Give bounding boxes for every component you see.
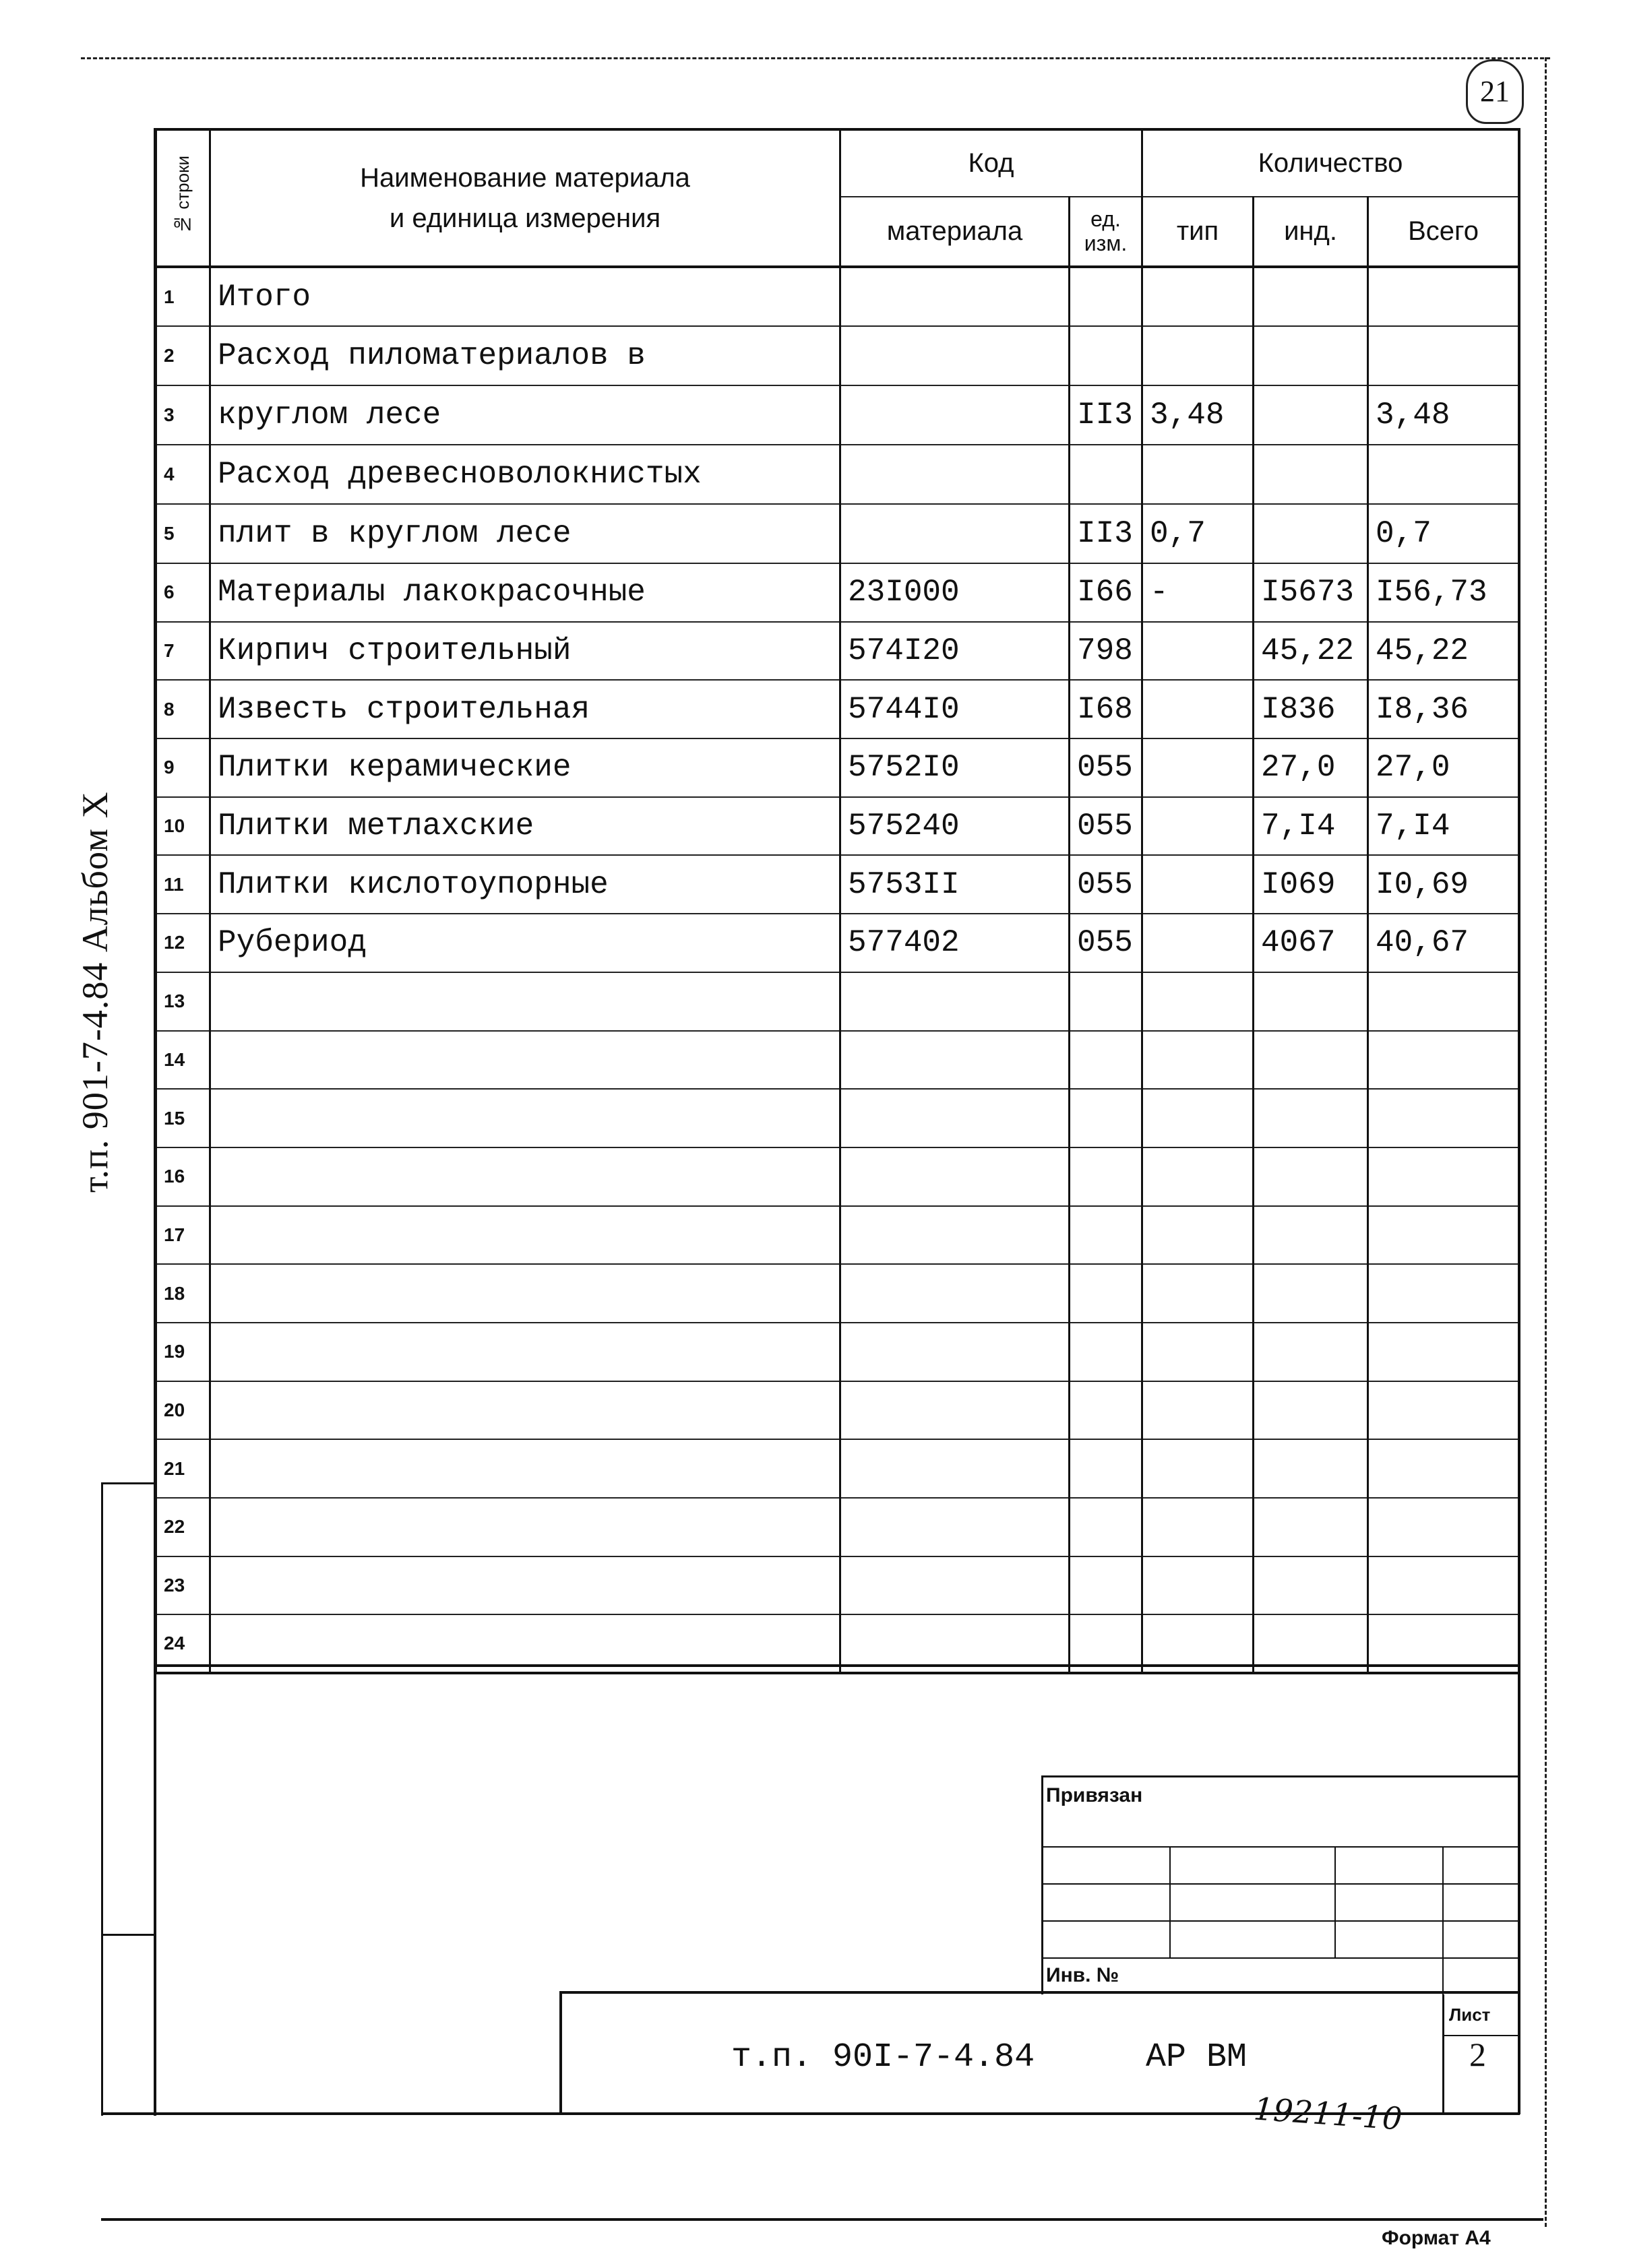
row-name [210,1498,840,1556]
top-border-line [81,57,1550,59]
row-number: 13 [156,972,210,1031]
row-name [210,1147,840,1206]
row-qty-type [1142,914,1254,972]
row-name [210,1031,840,1090]
row-code [840,1556,1070,1615]
stamp-col-3 [1442,1846,1444,1994]
row-qty-ind [1254,1498,1368,1556]
row-name [210,1089,840,1147]
left-binding-line-top [101,1482,155,1484]
row-code [840,267,1070,326]
table-row [156,1381,1519,1440]
row-qty-ind: 45,22 [1254,622,1368,681]
row-number: 21 [156,1439,210,1498]
stamp-top-line [155,1664,1520,1667]
row-code: 5752I0 [840,738,1070,797]
row-unit [1070,326,1142,385]
row-code: 577402 [840,914,1070,972]
row-unit [1070,1264,1142,1323]
row-name: Рубериод [210,914,840,972]
table-row [156,738,1519,797]
row-qty-ind [1254,972,1368,1031]
stamp-box-left [1041,1775,1043,1994]
row-qty-type [1142,1147,1254,1206]
row-name [210,1439,840,1498]
row-code [840,1206,1070,1265]
row-qty-total [1368,972,1519,1031]
side-album-label: т.п. 901-7-4.84 Альбом X [75,791,115,1193]
row-code [840,445,1070,504]
row-unit: II3 [1070,385,1142,445]
row-name: круглом лесе [210,385,840,445]
row-code [840,385,1070,445]
row-qty-total: I8,36 [1368,680,1519,738]
row-name [210,1264,840,1323]
row-number: 3 [156,385,210,445]
row-qty-ind [1254,445,1368,504]
row-name: плит в круглом лесе [210,504,840,563]
row-name [210,972,840,1031]
row-code [840,1439,1070,1498]
row-number: 19 [156,1323,210,1381]
row-code [840,1264,1070,1323]
row-qty-type: 0,7 [1142,504,1254,563]
row-qty-type [1142,267,1254,326]
row-unit [1070,1439,1142,1498]
row-qty-ind [1254,1439,1368,1498]
row-code: 5753II [840,855,1070,914]
table-row [156,563,1519,622]
row-qty-type [1142,972,1254,1031]
row-qty-total [1368,1147,1519,1206]
row-unit [1070,1147,1142,1206]
row-qty-total: 3,48 [1368,385,1519,445]
row-unit: II3 [1070,504,1142,563]
header-qty-group: Количество [1142,129,1519,197]
table-row [156,1439,1519,1498]
row-qty-total [1368,1031,1519,1090]
row-qty-ind: 7,I4 [1254,797,1368,856]
stamp-row-3 [1041,1920,1520,1922]
row-unit [1070,445,1142,504]
row-unit [1070,1498,1142,1556]
row-qty-total [1368,267,1519,326]
row-qty-type [1142,1323,1254,1381]
row-qty-type [1142,1264,1254,1323]
row-unit [1070,972,1142,1031]
row-qty-total: 0,7 [1368,504,1519,563]
header-name: Наименование материала и единица измерения [210,129,840,267]
row-unit: 055 [1070,797,1142,856]
row-code: 575240 [840,797,1070,856]
row-number: 24 [156,1614,210,1673]
row-name: Материалы лакокрасочные [210,563,840,622]
row-code: 23I000 [840,563,1070,622]
row-number: 17 [156,1206,210,1265]
row-qty-type [1142,1206,1254,1265]
row-number: 12 [156,914,210,972]
row-qty-total [1368,1206,1519,1265]
row-unit [1070,267,1142,326]
row-qty-ind [1254,504,1368,563]
row-name: Плитки кислотоупорные [210,855,840,914]
row-name: Плитки метлахские [210,797,840,856]
row-qty-type [1142,855,1254,914]
row-qty-total: 7,I4 [1368,797,1519,856]
row-number: 4 [156,445,210,504]
row-qty-type [1142,445,1254,504]
stamp-right-edge [1518,128,1520,2114]
row-qty-total [1368,1381,1519,1440]
table-row [156,1031,1519,1090]
row-qty-ind: I069 [1254,855,1368,914]
row-number: 6 [156,563,210,622]
row-qty-ind [1254,1031,1368,1090]
table-row [156,385,1519,445]
table-row [156,445,1519,504]
bottom-border-line [101,2218,1543,2221]
row-code [840,1498,1070,1556]
table-row [156,1498,1519,1556]
stamp-title-top [559,1991,1520,1994]
table-row [156,680,1519,738]
row-qty-total: 27,0 [1368,738,1519,797]
row-qty-total: I0,69 [1368,855,1519,914]
row-code [840,1381,1070,1440]
row-qty-ind [1254,267,1368,326]
header-qty-ind: инд. [1254,197,1368,267]
row-qty-ind [1254,1264,1368,1323]
row-qty-ind [1254,1323,1368,1381]
row-unit: I66 [1070,563,1142,622]
row-qty-total [1368,1439,1519,1498]
row-qty-total [1368,1264,1519,1323]
row-qty-total [1368,1323,1519,1381]
sheet-cell-left [1442,1994,1444,2112]
row-unit [1070,1556,1142,1615]
row-qty-ind: 4067 [1254,914,1368,972]
row-qty-ind [1254,1556,1368,1615]
row-code [840,1089,1070,1147]
row-number: 15 [156,1089,210,1147]
stamp-sheet-number: 2 [1469,2036,1486,2073]
row-unit [1070,1089,1142,1147]
header-qty-total: Всего [1368,197,1519,267]
row-name [210,1556,840,1615]
row-qty-ind [1254,1381,1368,1440]
row-name: Кирпич строительный [210,622,840,681]
row-qty-ind: 27,0 [1254,738,1368,797]
row-number: 18 [156,1264,210,1323]
row-number: 23 [156,1556,210,1615]
row-unit [1070,1206,1142,1265]
row-number: 11 [156,855,210,914]
row-name [210,1323,840,1381]
row-name: Плитки керамические [210,738,840,797]
table-row [156,1264,1519,1323]
table-row [156,622,1519,681]
row-qty-total [1368,445,1519,504]
row-qty-ind: I836 [1254,680,1368,738]
handwritten-note: 19211-10 [1252,2090,1404,2137]
row-unit: 055 [1070,914,1142,972]
row-number: 1 [156,267,210,326]
row-number: 10 [156,797,210,856]
table-row [156,267,1519,326]
stamp-sheet-label: Лист [1449,2005,1491,2025]
row-qty-type [1142,1439,1254,1498]
stamp-title-left [559,1991,562,2112]
row-code: 574I20 [840,622,1070,681]
row-name [210,1381,840,1440]
row-qty-total: I56,73 [1368,563,1519,622]
row-qty-ind [1254,1089,1368,1147]
row-unit [1070,1323,1142,1381]
page-number-badge: 21 [1466,59,1524,124]
row-qty-ind: I5673 [1254,563,1368,622]
row-name: Итого [210,267,840,326]
row-number: 2 [156,326,210,385]
row-qty-ind [1254,326,1368,385]
row-code [840,1031,1070,1090]
row-qty-type [1142,797,1254,856]
stamp-document-code: АР ВМ [1146,2038,1248,2077]
row-name: Расход пиломатериалов в [210,326,840,385]
row-qty-total [1368,1498,1519,1556]
row-code [840,1323,1070,1381]
row-name: Известь строительная [210,680,840,738]
row-number: 16 [156,1147,210,1206]
row-qty-type: - [1142,563,1254,622]
left-binding-edge [101,1482,103,2116]
right-border-line [1545,57,1547,2227]
row-name [210,1206,840,1265]
format-label: Формат А4 [1382,2227,1491,2249]
row-qty-type [1142,738,1254,797]
row-qty-type [1142,1031,1254,1090]
stamp-row-4 [1041,1957,1520,1959]
left-binding-line-bottom [101,1934,155,1936]
row-code [840,972,1070,1031]
stamp-box-top [1041,1775,1520,1777]
row-qty-type [1142,1381,1254,1440]
row-number: 8 [156,680,210,738]
row-number: 22 [156,1498,210,1556]
row-qty-type: 3,48 [1142,385,1254,445]
stamp-row-1 [1041,1846,1520,1848]
row-qty-ind [1254,385,1368,445]
header-code-unit: ед. изм. [1070,197,1142,267]
materials-spec-table [155,128,1520,1674]
stamp-col-2 [1334,1846,1336,1957]
table-row [156,1323,1519,1381]
table-row [156,504,1519,563]
row-qty-type [1142,1498,1254,1556]
row-unit [1070,1381,1142,1440]
table-row [156,1089,1519,1147]
table-row [156,855,1519,914]
table-row [156,972,1519,1031]
row-code [840,504,1070,563]
stamp-col-1 [1169,1846,1171,1957]
row-unit [1070,1031,1142,1090]
row-number: 20 [156,1381,210,1440]
row-qty-total: 45,22 [1368,622,1519,681]
row-unit: 055 [1070,855,1142,914]
stamp-row-2 [1041,1883,1520,1885]
row-unit: I68 [1070,680,1142,738]
row-number: 5 [156,504,210,563]
row-qty-type [1142,1556,1254,1615]
table-row [156,797,1519,856]
row-qty-total [1368,326,1519,385]
table-row [156,326,1519,385]
row-qty-type [1142,622,1254,681]
row-qty-ind [1254,1206,1368,1265]
row-qty-total: 40,67 [1368,914,1519,972]
row-unit: 798 [1070,622,1142,681]
stamp-inv-no-label: Инв. № [1046,1964,1119,1986]
row-code [840,1147,1070,1206]
row-qty-type [1142,680,1254,738]
row-code: 5744I0 [840,680,1070,738]
header-code-group: Код [840,129,1142,197]
table-row [156,1147,1519,1206]
table-row [156,1556,1519,1615]
row-qty-type [1142,326,1254,385]
row-qty-type [1142,1089,1254,1147]
row-number: 9 [156,738,210,797]
row-code [840,326,1070,385]
row-qty-ind [1254,1147,1368,1206]
stamp-document-title: т.п. 90I-7-4.84 [731,2038,1035,2077]
header-rownum: № строки [156,129,210,267]
row-number: 14 [156,1031,210,1090]
row-number: 7 [156,622,210,681]
stamp-privyazan-label: Привязан [1046,1784,1143,1806]
table-row [156,1206,1519,1265]
row-unit: 055 [1070,738,1142,797]
header-code-material: материала [840,197,1070,267]
row-qty-total [1368,1089,1519,1147]
header-qty-type: тип [1142,197,1254,267]
row-name: Расход древесноволокнистых [210,445,840,504]
table-body [156,267,1519,1673]
row-qty-total [1368,1556,1519,1615]
table-row [156,914,1519,972]
